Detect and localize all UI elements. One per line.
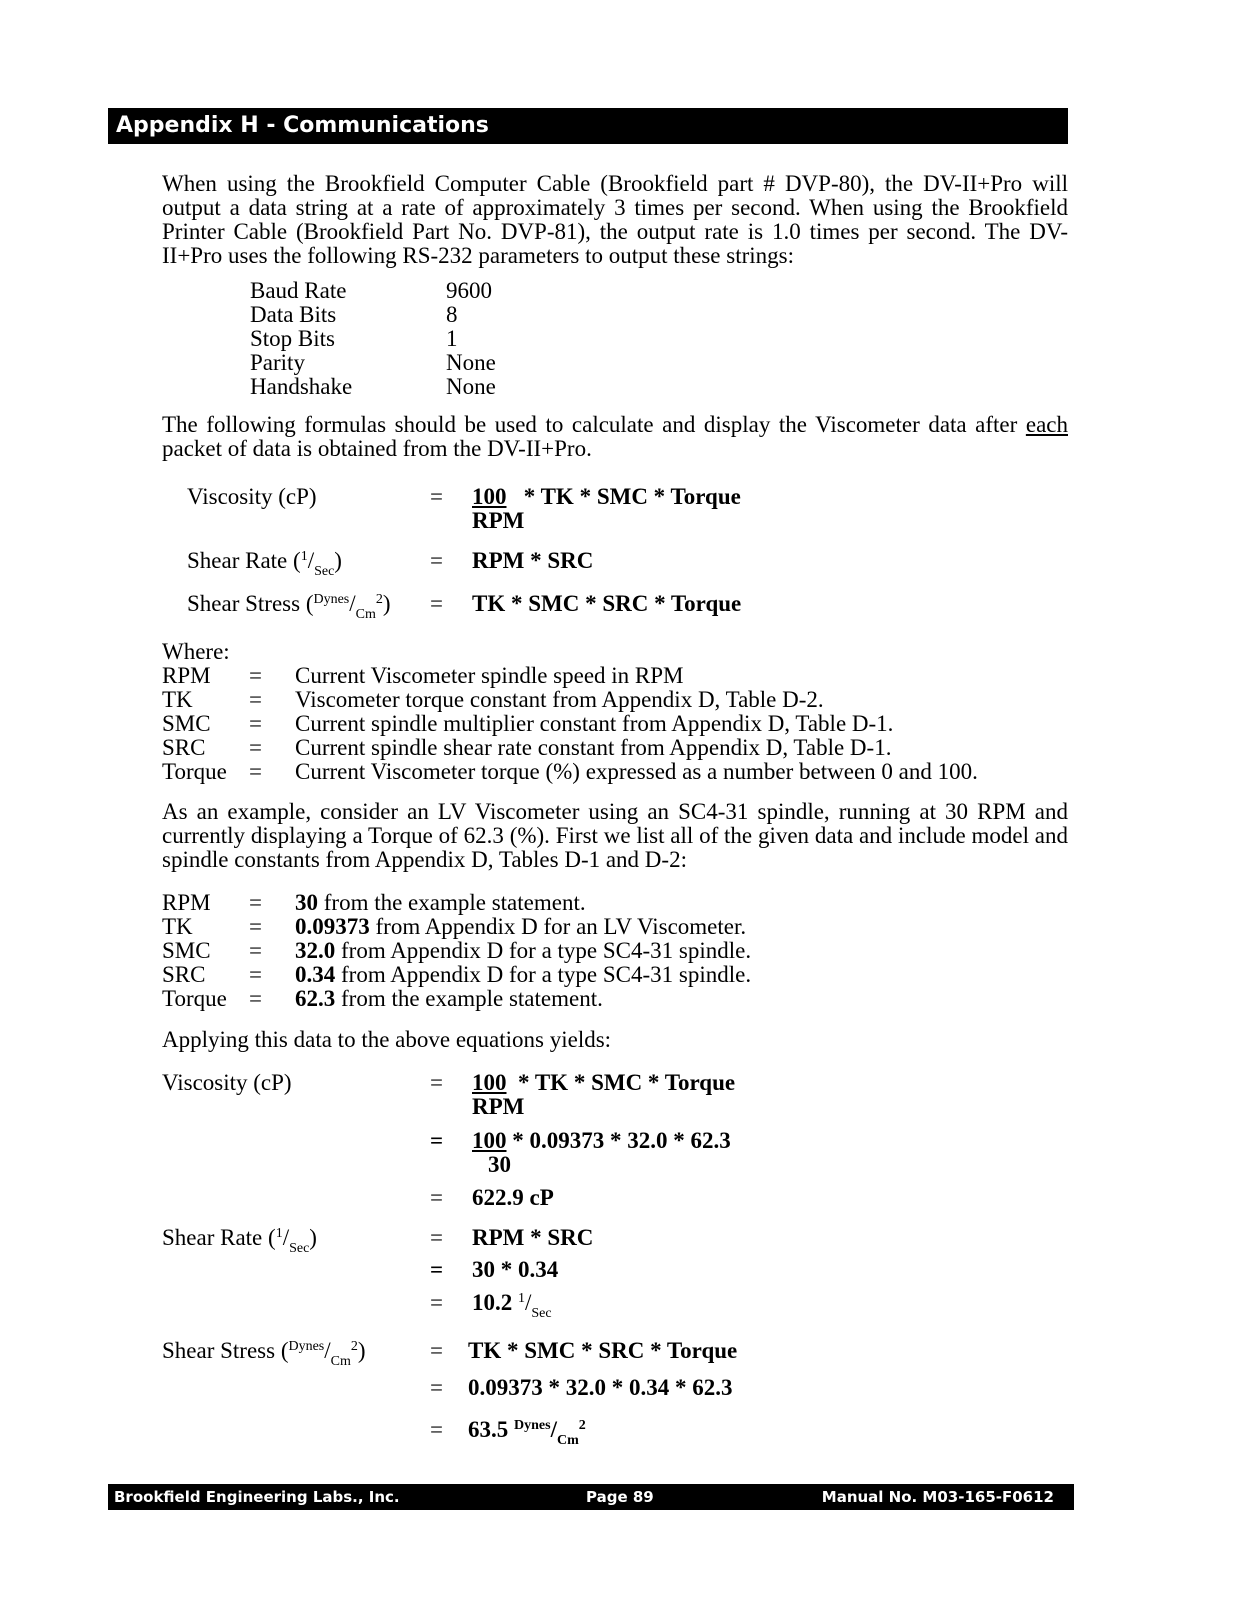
formula-rest: * TK * SMC * Torque (518, 1070, 736, 1095)
param-name: Parity (250, 350, 305, 375)
where-symbol: SMC (162, 711, 211, 736)
viscosity-substituted (472, 1129, 731, 1153)
unit-sup2: 2 (350, 1339, 358, 1354)
shear-rate-result (472, 1290, 552, 1321)
appendix-header (108, 108, 1068, 144)
fraction-denominator: RPM (472, 508, 525, 533)
param-value: 9600 (446, 278, 492, 303)
given-entry (295, 891, 586, 915)
page-footer (108, 1484, 1074, 1510)
param-value: None (446, 350, 496, 375)
equals-sign: = (430, 1225, 443, 1250)
equals-sign: = (430, 1290, 443, 1315)
param-value: 1 (446, 326, 458, 351)
given-value: 62.3 (295, 986, 336, 1011)
formula-rest: * 0.09373 * 32.0 * 62.3 (512, 1128, 731, 1153)
given-eq: = (249, 962, 262, 987)
given-desc: from the example statement. (335, 986, 603, 1011)
label-text: Shear Rate ( (162, 1225, 276, 1250)
given-symbol: SRC (162, 962, 206, 987)
equals-sign: = (430, 1257, 444, 1282)
example-paragraph: As an example, consider an LV Viscometer using an SC4-31 spindle, running at 30 RPM and currently displaying a Torque of 62.3 (%). First we list all of the given data and include model and spindle constants from Appendix D, Tables D-1 and D-2: (162, 799, 1068, 872)
equals-sign: = (430, 1338, 443, 1363)
shear-stress-label (187, 591, 391, 622)
equals-sign: = (430, 1128, 444, 1153)
label-text: Shear Rate ( (187, 548, 301, 573)
where-desc: Current spindle multiplier constant from Appendix D, Table D-1. (295, 711, 894, 736)
param-name: Data Bits (250, 302, 337, 327)
unit-sup: 1 (518, 1291, 525, 1306)
unit-sup: 1 (300, 549, 308, 564)
unit-sup2: 2 (375, 592, 383, 607)
shear-stress-formula: TK * SMC * SRC * Torque (472, 591, 742, 616)
given-entry (295, 915, 746, 939)
where-desc: Viscometer torque constant from Appendix D, Table D-2. (295, 687, 824, 712)
unit-sub: Cm (330, 1354, 351, 1369)
where-symbol: Torque (162, 759, 227, 784)
given-eq: = (249, 890, 262, 915)
shear-rate-formula: RPM * SRC (472, 548, 594, 573)
shear-rate-label (162, 1225, 317, 1256)
given-desc: from Appendix D for a type SC4-31 spindle. (335, 938, 752, 963)
equals-sign: = (430, 1375, 443, 1400)
formula-rest: * TK * SMC * Torque (523, 484, 741, 509)
footer-manual-number: Manual No. M03-165-F0612 (821, 1488, 1054, 1506)
where-eq: = (249, 759, 262, 784)
where-title: Where: (162, 639, 230, 664)
footer-company: Brookfield Engineering Labs., Inc. (114, 1488, 400, 1506)
unit-sub: Cm (556, 1433, 579, 1448)
where-eq: = (249, 663, 262, 688)
param-name: Stop Bits (250, 326, 336, 351)
shear-rate-label (187, 548, 342, 579)
given-symbol: RPM (162, 890, 211, 915)
unit-sup: Dynes (514, 1418, 551, 1433)
given-value: 0.09373 (295, 914, 370, 939)
given-value: 0.34 (295, 962, 336, 987)
where-symbol: SRC (162, 735, 206, 760)
unit-sub: Sec (531, 1306, 552, 1321)
label-close: ) (309, 1225, 317, 1250)
given-desc: from Appendix D for an LV Viscometer. (369, 914, 747, 939)
where-desc: Current spindle shear rate constant from Appendix D, Table D-1. (295, 735, 892, 760)
equals-sign: = (430, 548, 443, 573)
unit-slash: / (282, 1225, 290, 1250)
given-entry (295, 987, 603, 1011)
given-symbol: TK (162, 914, 193, 939)
unit-slash: / (550, 1417, 557, 1442)
equals-sign: = (430, 484, 443, 509)
unit-sub: Sec (289, 1241, 310, 1256)
unit-slash: / (349, 591, 356, 616)
unit-sup: 1 (275, 1226, 283, 1241)
viscosity-label: Viscosity (cP) (162, 1070, 292, 1095)
where-desc: Current Viscometer torque (%) expressed as a number between 0 and 100. (295, 759, 978, 784)
viscosity-formula (472, 485, 741, 509)
given-entry (295, 939, 751, 963)
unit-slash: / (307, 548, 315, 573)
unit-sup: Dynes (313, 592, 350, 607)
equals-sign: = (430, 1185, 443, 1210)
unit-sub: Cm (355, 607, 376, 622)
formulas-intro (162, 413, 1068, 461)
where-symbol: RPM (162, 663, 211, 688)
applying-text: Applying this data to the above equations yields: (162, 1027, 612, 1052)
where-eq: = (249, 711, 262, 736)
shear-rate-substituted: 30 * 0.34 (472, 1257, 559, 1282)
given-eq: = (249, 986, 262, 1011)
formulas-intro-emphasis: each (1025, 412, 1068, 437)
where-eq: = (249, 687, 262, 712)
where-eq: = (249, 735, 262, 760)
equals-sign: = (430, 1070, 443, 1095)
label-close: ) (357, 1338, 366, 1363)
fraction-numerator: 100 (472, 1128, 507, 1153)
fraction-denominator: RPM (472, 1094, 525, 1119)
label-close: ) (334, 548, 342, 573)
intro-paragraph: When using the Brookfield Computer Cable (Brookfield part # DVP-80), the DV-II+Pro will output a data string at a rate of approximately 3 times per second. When using the Brookfield Printer Cable (Brookfield Part No. DVP-81), the output rate is 1.0 times per second. The DV-II+Pro uses the following RS-232 parameters to output these strings: (162, 171, 1068, 268)
shear-stress-substituted: 0.09373 * 32.0 * 0.34 * 62.3 (468, 1375, 733, 1400)
shear-stress-result (468, 1417, 586, 1448)
param-name: Baud Rate (250, 278, 347, 303)
shear-stress-label (162, 1338, 366, 1369)
unit-sup: Dynes (288, 1339, 325, 1354)
shear-stress-formula: TK * SMC * SRC * Torque (468, 1338, 738, 1363)
given-entry (295, 963, 751, 987)
given-symbol: Torque (162, 986, 227, 1011)
given-value: 30 (295, 890, 318, 915)
unit-sub: Sec (314, 564, 335, 579)
label-close: ) (382, 591, 391, 616)
shear-rate-formula: RPM * SRC (472, 1225, 594, 1250)
viscosity-label: Viscosity (cP) (187, 484, 317, 509)
given-desc: from Appendix D for a type SC4-31 spindle. (335, 962, 752, 987)
label-text: Shear Stress ( (162, 1338, 289, 1363)
result-value: 63.5 (468, 1417, 509, 1442)
label-text: Shear Stress ( (187, 591, 314, 616)
param-value: 8 (446, 302, 458, 327)
param-value: None (446, 374, 496, 399)
where-desc: Current Viscometer spindle speed in RPM (295, 663, 684, 688)
given-symbol: SMC (162, 938, 211, 963)
fraction-denominator: 30 (488, 1152, 511, 1177)
result-value: 10.2 (472, 1290, 513, 1315)
given-value: 32.0 (295, 938, 336, 963)
unit-sup2: 2 (578, 1418, 586, 1433)
fraction-numerator: 100 (472, 484, 507, 509)
given-desc: from the example statement. (318, 890, 586, 915)
viscosity-formula (472, 1071, 735, 1095)
where-symbol: TK (162, 687, 193, 712)
footer-page-number: Page 89 (586, 1488, 654, 1506)
equals-sign: = (430, 1417, 443, 1442)
fraction-numerator: 100 (472, 1070, 507, 1095)
param-name: Handshake (250, 374, 353, 399)
formulas-intro-text-end: packet of data is obtained from the DV-II+Pro. (162, 436, 592, 461)
viscosity-result: 622.9 cP (472, 1185, 554, 1210)
equals-sign: = (430, 591, 443, 616)
appendix-title: Appendix H - Communications (116, 113, 489, 138)
formulas-intro-text: The following formulas should be used to calculate and display the Viscometer data after (162, 412, 1026, 437)
given-eq: = (249, 938, 262, 963)
unit-slash: / (525, 1290, 532, 1315)
unit-slash: / (324, 1338, 331, 1363)
given-eq: = (249, 914, 262, 939)
